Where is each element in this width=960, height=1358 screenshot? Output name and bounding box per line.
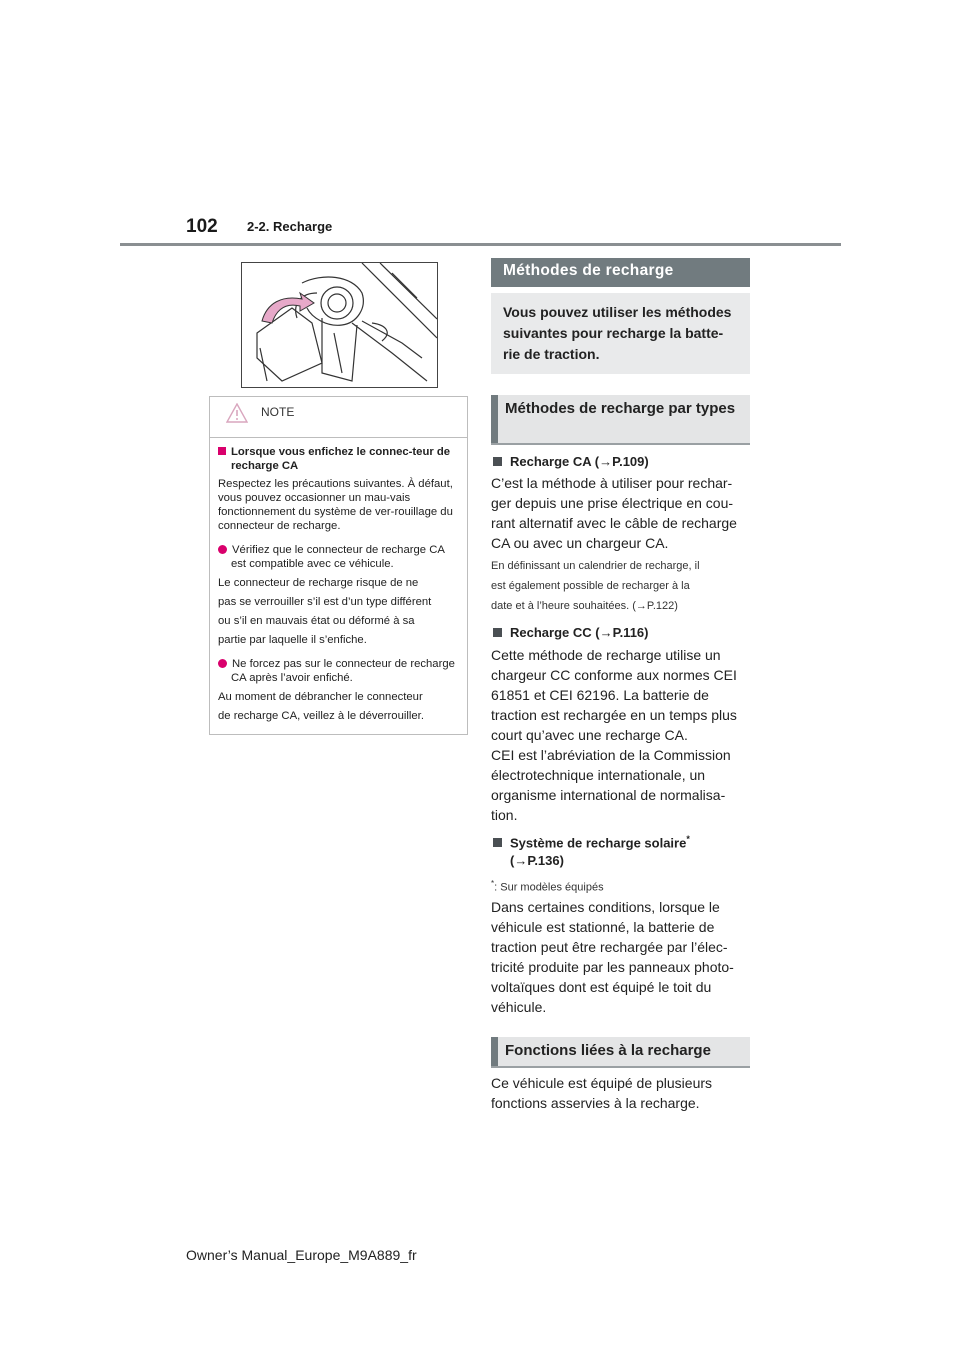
functions-heading: Fonctions liées à la recharge xyxy=(491,1037,750,1068)
solar-footnote: *: Sur modèles équipés xyxy=(491,879,604,894)
square-bullet-icon xyxy=(493,628,502,637)
note-label: NOTE xyxy=(261,405,295,419)
note-bullet-2: Ne forcez pas sur le connecteur de recharge CA après l’avoir enfiché. xyxy=(218,657,459,685)
solar-heading: Système de recharge solaire* xyxy=(493,834,690,850)
types-heading: Méthodes de recharge par types xyxy=(491,395,750,445)
methods-title: Méthodes de recharge xyxy=(491,258,750,287)
warning-triangle-icon xyxy=(226,403,248,423)
cc-heading: Recharge CC (→P.116) xyxy=(493,625,649,640)
connector-illustration xyxy=(242,263,437,387)
square-bullet-icon xyxy=(493,838,502,847)
note-text-line: partie par laquelle il s’enfiche. xyxy=(218,634,367,646)
page-number: 102 xyxy=(186,216,218,237)
section-title: 2-2. Recharge xyxy=(247,219,333,234)
footer: Owner’s Manual_Europe_M9A889_fr xyxy=(186,1247,417,1263)
methods-intro: Vous pouvez utiliser les méthodes suivantes pour recharge la batte-rie de traction. xyxy=(491,293,750,374)
note-text-line: Le connecteur de recharge risque de ne xyxy=(218,577,419,589)
note-text-line: Au moment de débrancher le connecteur xyxy=(218,691,423,703)
note-heading: Lorsque vous enfichez le connec-teur de recharge CA xyxy=(218,445,459,473)
solar-text: Dans certaines conditions, lorsque le véhicule est stationné, la batterie de traction peut être rechargée par l’élec-tricité produite par les panneaux photo-voltaïques dont est équipé le toit du véhicule. xyxy=(491,899,734,1015)
header-rule xyxy=(120,243,841,246)
cc-text: Cette méthode de recharge utilise un chargeur CC conforme aux normes CEI 61851 et CEI 62196. La batterie de traction est rechargée en un temps plus court qu’avec une recharge CA. xyxy=(491,647,737,743)
note-bullet-1: Vérifiez que le connecteur de recharge CA est compatible avec ce véhicule. xyxy=(218,543,459,571)
square-bullet-icon xyxy=(493,457,502,466)
note-box xyxy=(209,396,468,735)
ca-heading: Recharge CA (→P.109) xyxy=(493,454,649,469)
ca-schedule-note: En définissant un calendrier de recharge, il est également possible de recharger à la date et à l’heure souhaitées. (→P.122) xyxy=(491,560,700,612)
note-intro: Respectez les précautions suivantes. À défaut, vous pouvez occasionner un mau-vais fonctionnement du système de ver-rouillage du connecteur de recharge. xyxy=(218,478,453,532)
note-text-line: de recharge CA, veillez à le déverrouiller. xyxy=(218,710,424,722)
charging-connector-figure xyxy=(241,262,438,388)
note-text-line: pas se verrouiller s’il est d’un type différent xyxy=(218,596,432,608)
note-text-line: ou s’il en mauvais état ou déformé à sa xyxy=(218,615,415,627)
functions-text: Ce véhicule est équipé de plusieurs fonctions asservies à la recharge. xyxy=(491,1075,713,1111)
square-bullet-icon xyxy=(218,447,226,455)
solar-ref: (→P.136) xyxy=(510,853,564,868)
round-bullet-icon xyxy=(218,659,227,668)
round-bullet-icon xyxy=(218,545,227,554)
cc-text-2: CEI est l’abréviation de la Commission électrotechnique internationale, un organisme international de normalisa-tion. xyxy=(491,747,731,823)
ca-text: C’est la méthode à utiliser pour rechar-ger depuis une prise électrique en cou-rant alternatif avec le câble de recharge CA ou avec un chargeur CA. xyxy=(491,475,737,551)
note-header xyxy=(210,397,467,438)
